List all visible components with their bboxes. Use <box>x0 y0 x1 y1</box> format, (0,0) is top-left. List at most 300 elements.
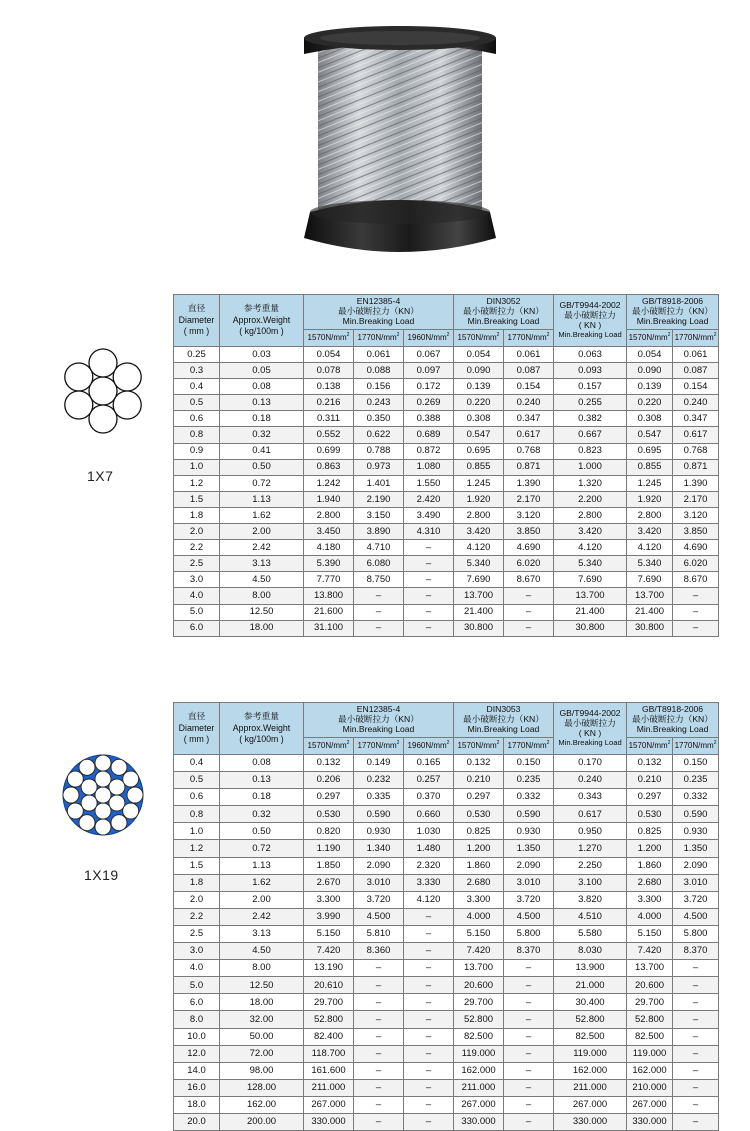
cell-en-1960: 0.269 <box>404 395 454 411</box>
cell-gbt8918-1570: 162.000 <box>627 1062 673 1079</box>
cell-din-1770: 1.350 <box>504 840 554 857</box>
grade-1770-header: $1770N/mm^2$ <box>673 738 719 755</box>
cell-en-1960: – <box>404 540 454 556</box>
cell-gbt9944: 82.500 <box>554 1028 627 1045</box>
cell-en-1770: – <box>354 1062 404 1079</box>
cell-gbt8918-1770: – <box>673 1045 719 1062</box>
cell-en-1570: 267.000 <box>304 1096 354 1113</box>
cell-din-1570: 7.420 <box>454 943 504 960</box>
cell-gbt9944: 267.000 <box>554 1096 627 1113</box>
cell-gbt8918-1570: 0.054 <box>627 347 673 363</box>
cell-gbt8918-1770: – <box>673 604 719 620</box>
cell-en-1960: – <box>404 1045 454 1062</box>
cell-en-1960: – <box>404 1113 454 1130</box>
cell-gbt8918-1770: – <box>673 1113 719 1130</box>
strand-1x19-diagram-icon <box>58 750 148 840</box>
cell-en-1570: 82.400 <box>304 1028 354 1045</box>
cell-en-1570: 0.699 <box>304 443 354 459</box>
cell-gbt9944: 4.120 <box>554 540 627 556</box>
cell-diameter: 2.0 <box>174 524 220 540</box>
table-row <box>174 840 719 857</box>
cell-en-1960: 2.320 <box>404 857 454 874</box>
table-row <box>174 755 719 772</box>
cell-gbt8918-1570: 5.150 <box>627 925 673 942</box>
cell-en-1570: 13.800 <box>304 588 354 604</box>
cell-en-1770: – <box>354 1096 404 1113</box>
cell-gbt9944: 0.240 <box>554 772 627 789</box>
table-row <box>174 475 719 491</box>
cell-en-1770: – <box>354 994 404 1011</box>
cell-gbt9944: 0.157 <box>554 379 627 395</box>
cell-en-1770: 4.710 <box>354 540 404 556</box>
cell-en-1960: 0.172 <box>404 379 454 395</box>
cell-diameter: 0.4 <box>174 379 220 395</box>
cell-din-1570: 82.500 <box>454 1028 504 1045</box>
cell-en-1770: 4.500 <box>354 908 404 925</box>
cell-diameter: 0.4 <box>174 755 220 772</box>
cell-en-1960: – <box>404 994 454 1011</box>
cell-gbt9944: 0.950 <box>554 823 627 840</box>
cell-weight: 98.00 <box>220 1062 304 1079</box>
cell-diameter: 2.5 <box>174 925 220 942</box>
cell-en-1570: 0.297 <box>304 789 354 806</box>
cell-weight: 8.00 <box>220 960 304 977</box>
cell-gbt8918-1570: 52.800 <box>627 1011 673 1028</box>
table-row <box>174 363 719 379</box>
gbt8918-header: GB/T8918-2006 最小破断拉力（KN） Min.Breaking Load <box>627 703 719 738</box>
cell-gbt8918-1770: 3.720 <box>673 891 719 908</box>
cell-din-1770: 0.347 <box>504 411 554 427</box>
cell-diameter: 0.6 <box>174 411 220 427</box>
cell-din-1570: 0.547 <box>454 427 504 443</box>
cell-gbt9944: 1.320 <box>554 475 627 491</box>
cell-en-1570: 0.054 <box>304 347 354 363</box>
table-row <box>174 427 719 443</box>
cell-din-1770: 0.235 <box>504 772 554 789</box>
cell-din-1770: – <box>504 977 554 994</box>
cell-en-1570: 3.300 <box>304 891 354 908</box>
weight-header: 参考重量 Approx.Weight ( kg/100m ) <box>220 703 304 755</box>
cell-en-1770: 0.061 <box>354 347 404 363</box>
table-row <box>174 411 719 427</box>
cell-diameter: 5.0 <box>174 977 220 994</box>
cell-din-1570: 1.245 <box>454 475 504 491</box>
cell-gbt8918-1570: 13.700 <box>627 960 673 977</box>
cell-en-1570: 0.216 <box>304 395 354 411</box>
cell-din-1570: 29.700 <box>454 994 504 1011</box>
table-row <box>174 1062 719 1079</box>
cell-gbt8918-1570: 30.800 <box>627 620 673 636</box>
cell-gbt8918-1770: – <box>673 1062 719 1079</box>
cell-weight: 0.08 <box>220 755 304 772</box>
cell-en-1960: – <box>404 1011 454 1028</box>
cell-gbt9944: 0.617 <box>554 806 627 823</box>
cell-weight: 4.50 <box>220 943 304 960</box>
cell-din-1770: 5.800 <box>504 925 554 942</box>
cell-din-1570: 2.680 <box>454 874 504 891</box>
cell-gbt8918-1570: 1.860 <box>627 857 673 874</box>
cell-gbt8918-1770: – <box>673 1096 719 1113</box>
cell-gbt9944: 0.255 <box>554 395 627 411</box>
cell-diameter: 2.2 <box>174 908 220 925</box>
cell-gbt8918-1570: 3.420 <box>627 524 673 540</box>
cell-din-1770: 3.850 <box>504 524 554 540</box>
cell-en-1960: 2.420 <box>404 491 454 507</box>
gbt9944-header: GB/T9944-2002 最小破断拉力 ( KN ) Min.Breaking Load <box>554 703 627 755</box>
cell-diameter: 18.0 <box>174 1096 220 1113</box>
cell-gbt9944: 0.170 <box>554 755 627 772</box>
cell-gbt8918-1570: 0.297 <box>627 789 673 806</box>
cell-gbt8918-1570: 2.800 <box>627 507 673 523</box>
grade-1960-header: $1960N/mm^2$ <box>404 330 454 347</box>
cell-diameter: 6.0 <box>174 620 220 636</box>
cell-diameter: 0.25 <box>174 347 220 363</box>
cell-en-1960: – <box>404 620 454 636</box>
cell-weight: 1.62 <box>220 507 304 523</box>
cell-gbt8918-1570: 119.000 <box>627 1045 673 1062</box>
cell-en-1570: 330.000 <box>304 1113 354 1130</box>
cell-gbt8918-1570: 0.695 <box>627 443 673 459</box>
cell-gbt8918-1770: 1.350 <box>673 840 719 857</box>
cell-en-1770: 1.401 <box>354 475 404 491</box>
cell-diameter: 0.9 <box>174 443 220 459</box>
cell-en-1570: 7.420 <box>304 943 354 960</box>
cell-gbt8918-1770: 2.090 <box>673 857 719 874</box>
table-row <box>174 491 719 507</box>
cell-gbt8918-1570: 5.340 <box>627 556 673 572</box>
diameter-header: 直径 Diameter ( mm ) <box>174 703 220 755</box>
cell-en-1960: 0.097 <box>404 363 454 379</box>
table-row <box>174 524 719 540</box>
cell-en-1960: 0.689 <box>404 427 454 443</box>
cell-gbt9944: 2.800 <box>554 507 627 523</box>
cell-gbt8918-1570: 0.220 <box>627 395 673 411</box>
cell-diameter: 4.0 <box>174 960 220 977</box>
cell-diameter: 1.8 <box>174 507 220 523</box>
cell-din-1570: 7.690 <box>454 572 504 588</box>
cell-gbt8918-1770: – <box>673 994 719 1011</box>
cell-din-1570: 2.800 <box>454 507 504 523</box>
cell-diameter: 3.0 <box>174 572 220 588</box>
cell-en-1960: 0.067 <box>404 347 454 363</box>
cell-gbt8918-1570: 7.420 <box>627 943 673 960</box>
cell-gbt8918-1770: 3.850 <box>673 524 719 540</box>
cell-en-1960: – <box>404 925 454 942</box>
cell-diameter: 16.0 <box>174 1079 220 1096</box>
table-row <box>174 908 719 925</box>
cell-gbt8918-1770: 0.332 <box>673 789 719 806</box>
cell-gbt9944: 119.000 <box>554 1045 627 1062</box>
cell-en-1570: 1.940 <box>304 491 354 507</box>
cell-en-1570: 31.100 <box>304 620 354 636</box>
table-row <box>174 540 719 556</box>
cell-gbt8918-1570: 2.680 <box>627 874 673 891</box>
cell-en-1960: 0.165 <box>404 755 454 772</box>
table-row <box>174 507 719 523</box>
cell-diameter: 1.2 <box>174 475 220 491</box>
cell-weight: 4.50 <box>220 572 304 588</box>
cell-gbt8918-1570: 4.000 <box>627 908 673 925</box>
cell-diameter: 2.5 <box>174 556 220 572</box>
cell-en-1570: 2.800 <box>304 507 354 523</box>
cell-din-1770: – <box>504 620 554 636</box>
cell-weight: 1.13 <box>220 857 304 874</box>
cell-din-1570: 30.800 <box>454 620 504 636</box>
cell-weight: 3.13 <box>220 925 304 942</box>
cell-din-1570: 5.340 <box>454 556 504 572</box>
cell-diameter: 6.0 <box>174 994 220 1011</box>
table-row <box>174 604 719 620</box>
cell-din-1570: 0.139 <box>454 379 504 395</box>
cell-gbt8918-1770: – <box>673 960 719 977</box>
cell-gbt8918-1770: 8.370 <box>673 943 719 960</box>
cell-en-1770: – <box>354 1028 404 1045</box>
cell-diameter: 12.0 <box>174 1045 220 1062</box>
cell-gbt8918-1570: 0.308 <box>627 411 673 427</box>
cell-din-1770: 0.332 <box>504 789 554 806</box>
cell-en-1960: – <box>404 1079 454 1096</box>
cell-gbt8918-1770: 5.800 <box>673 925 719 942</box>
cell-din-1770: 2.090 <box>504 857 554 874</box>
cell-en-1770: 1.340 <box>354 840 404 857</box>
cell-en-1770: 8.750 <box>354 572 404 588</box>
cell-din-1770: 8.670 <box>504 572 554 588</box>
cell-en-1570: 5.390 <box>304 556 354 572</box>
cell-gbt9944: 21.400 <box>554 604 627 620</box>
cell-gbt8918-1770: 2.170 <box>673 491 719 507</box>
cell-en-1770: 5.810 <box>354 925 404 942</box>
cell-gbt8918-1570: 1.245 <box>627 475 673 491</box>
table-row <box>174 806 719 823</box>
cell-din-1570: 4.120 <box>454 540 504 556</box>
cell-gbt8918-1570: 0.090 <box>627 363 673 379</box>
table-row <box>174 379 719 395</box>
table-row <box>174 891 719 908</box>
cell-gbt9944: 162.000 <box>554 1062 627 1079</box>
cell-din-1570: 1.920 <box>454 491 504 507</box>
cell-weight: 2.42 <box>220 540 304 556</box>
cell-gbt8918-1570: 0.530 <box>627 806 673 823</box>
cell-en-1770: – <box>354 1011 404 1028</box>
cell-en-1770: 2.090 <box>354 857 404 874</box>
table-row <box>174 772 719 789</box>
spec-table-1x19 <box>173 702 719 1131</box>
cell-en-1570: 0.138 <box>304 379 354 395</box>
cell-weight: 162.00 <box>220 1096 304 1113</box>
cell-en-1770: – <box>354 1113 404 1130</box>
cell-en-1770: 0.788 <box>354 443 404 459</box>
cell-gbt8918-1570: 1.200 <box>627 840 673 857</box>
cell-gbt8918-1770: 3.010 <box>673 874 719 891</box>
cell-en-1770: – <box>354 588 404 604</box>
cell-en-1960: – <box>404 960 454 977</box>
cell-en-1960: 1.480 <box>404 840 454 857</box>
cell-din-1570: 0.695 <box>454 443 504 459</box>
cell-weight: 0.13 <box>220 772 304 789</box>
cell-en-1770: – <box>354 1079 404 1096</box>
cell-en-1770: 3.010 <box>354 874 404 891</box>
cell-din-1570: 119.000 <box>454 1045 504 1062</box>
cell-din-1570: 52.800 <box>454 1011 504 1028</box>
cell-diameter: 5.0 <box>174 604 220 620</box>
table-row <box>174 443 719 459</box>
cell-weight: 0.13 <box>220 395 304 411</box>
cell-en-1960: – <box>404 977 454 994</box>
cell-diameter: 1.5 <box>174 857 220 874</box>
cell-gbt9944: 3.100 <box>554 874 627 891</box>
table-row <box>174 925 719 942</box>
cell-din-1570: 330.000 <box>454 1113 504 1130</box>
cell-din-1770: 3.120 <box>504 507 554 523</box>
cell-din-1570: 21.400 <box>454 604 504 620</box>
cell-en-1570: 0.552 <box>304 427 354 443</box>
table-row <box>174 994 719 1011</box>
cell-gbt9944: 0.063 <box>554 347 627 363</box>
cell-diameter: 3.0 <box>174 943 220 960</box>
spec-table-1x7 <box>173 294 719 637</box>
cell-gbt8918-1570: 29.700 <box>627 994 673 1011</box>
cell-gbt9944: 1.270 <box>554 840 627 857</box>
cell-din-1570: 0.825 <box>454 823 504 840</box>
grade-1770-header: $1770N/mm^2$ <box>673 330 719 347</box>
cell-gbt8918-1770: 0.150 <box>673 755 719 772</box>
cell-en-1960: – <box>404 1096 454 1113</box>
cell-din-1770: 0.154 <box>504 379 554 395</box>
cell-weight: 72.00 <box>220 1045 304 1062</box>
cell-en-1570: 211.000 <box>304 1079 354 1096</box>
cell-diameter: 1.2 <box>174 840 220 857</box>
cell-weight: 1.13 <box>220 491 304 507</box>
cell-en-1960: 4.310 <box>404 524 454 540</box>
cell-en-1770: – <box>354 604 404 620</box>
cell-din-1570: 0.855 <box>454 459 504 475</box>
cell-gbt8918-1570: 1.920 <box>627 491 673 507</box>
table-row <box>174 556 719 572</box>
table-row <box>174 572 719 588</box>
cell-din-1770: 0.590 <box>504 806 554 823</box>
cell-diameter: 0.5 <box>174 395 220 411</box>
cell-gbt8918-1770: 3.120 <box>673 507 719 523</box>
cell-en-1770: 0.149 <box>354 755 404 772</box>
cell-en-1770: 0.243 <box>354 395 404 411</box>
table-row <box>174 823 719 840</box>
table-row <box>174 789 719 806</box>
table-row <box>174 395 719 411</box>
cell-en-1570: 4.180 <box>304 540 354 556</box>
cell-gbt8918-1570: 330.000 <box>627 1113 673 1130</box>
cell-weight: 0.50 <box>220 823 304 840</box>
gbt8918-header: GB/T8918-2006 最小破断拉力（KN） Min.Breaking Load <box>627 295 719 330</box>
cell-weight: 18.00 <box>220 620 304 636</box>
cell-gbt8918-1570: 7.690 <box>627 572 673 588</box>
cell-weight: 0.72 <box>220 475 304 491</box>
cell-din-1570: 0.308 <box>454 411 504 427</box>
cell-diameter: 0.8 <box>174 427 220 443</box>
cell-en-1570: 118.700 <box>304 1045 354 1062</box>
cell-gbt9944: 211.000 <box>554 1079 627 1096</box>
cell-en-1960: – <box>404 556 454 572</box>
cell-gbt8918-1770: 0.617 <box>673 427 719 443</box>
cell-en-1960: – <box>404 572 454 588</box>
cell-gbt9944: 0.823 <box>554 443 627 459</box>
cell-gbt8918-1770: 8.670 <box>673 572 719 588</box>
cell-gbt9944: 5.340 <box>554 556 627 572</box>
cell-gbt9944: 3.820 <box>554 891 627 908</box>
cell-en-1570: 21.600 <box>304 604 354 620</box>
table-row <box>174 943 719 960</box>
cell-en-1570: 3.450 <box>304 524 354 540</box>
cell-gbt9944: 0.343 <box>554 789 627 806</box>
cell-gbt8918-1770: – <box>673 1011 719 1028</box>
cell-weight: 0.41 <box>220 443 304 459</box>
cell-gbt8918-1570: 267.000 <box>627 1096 673 1113</box>
cell-en-1770: 3.720 <box>354 891 404 908</box>
cell-gbt8918-1770: 0.930 <box>673 823 719 840</box>
cell-gbt8918-1770: 0.590 <box>673 806 719 823</box>
table-row <box>174 1113 719 1130</box>
cell-gbt8918-1770: 0.087 <box>673 363 719 379</box>
cell-gbt9944: 13.700 <box>554 588 627 604</box>
cell-en-1770: 0.335 <box>354 789 404 806</box>
cell-weight: 0.08 <box>220 379 304 395</box>
cell-weight: 8.00 <box>220 588 304 604</box>
cell-en-1570: 0.311 <box>304 411 354 427</box>
cell-gbt9944: 8.030 <box>554 943 627 960</box>
grade-1570-header: $1570N/mm^2$ <box>627 330 673 347</box>
cell-gbt9944: 0.667 <box>554 427 627 443</box>
cell-en-1770: – <box>354 977 404 994</box>
cell-din-1770: 3.720 <box>504 891 554 908</box>
cell-gbt9944: 7.690 <box>554 572 627 588</box>
cell-gbt8918-1770: 4.500 <box>673 908 719 925</box>
table-row <box>174 1011 719 1028</box>
cell-diameter: 2.2 <box>174 540 220 556</box>
cell-gbt8918-1770: – <box>673 588 719 604</box>
cell-diameter: 0.6 <box>174 789 220 806</box>
cell-en-1960: – <box>404 604 454 620</box>
cell-en-1770: 0.088 <box>354 363 404 379</box>
cell-weight: 0.18 <box>220 411 304 427</box>
cell-en-1570: 1.242 <box>304 475 354 491</box>
cell-en-1770: – <box>354 1045 404 1062</box>
cell-din-1770: 8.370 <box>504 943 554 960</box>
cell-en-1960: – <box>404 588 454 604</box>
cell-weight: 0.05 <box>220 363 304 379</box>
table-row <box>174 459 719 475</box>
diameter-header: 直径 Diameter ( mm ) <box>174 295 220 347</box>
cell-en-1960: 0.370 <box>404 789 454 806</box>
cell-weight: 0.32 <box>220 427 304 443</box>
cell-weight: 32.00 <box>220 1011 304 1028</box>
en12385-header: EN12385-4 最小破断拉力（KN） Min.Breaking Load <box>304 295 454 330</box>
cell-en-1960: 0.388 <box>404 411 454 427</box>
cell-din-1570: 5.150 <box>454 925 504 942</box>
cell-en-1570: 0.206 <box>304 772 354 789</box>
cell-weight: 12.50 <box>220 604 304 620</box>
cell-din-1770: 0.240 <box>504 395 554 411</box>
cell-gbt9944: 3.420 <box>554 524 627 540</box>
cell-en-1570: 13.190 <box>304 960 354 977</box>
cell-din-1570: 267.000 <box>454 1096 504 1113</box>
cell-din-1570: 1.860 <box>454 857 504 874</box>
table-row <box>174 588 719 604</box>
cell-din-1770: 0.617 <box>504 427 554 443</box>
cell-gbt9944: 2.250 <box>554 857 627 874</box>
cell-din-1570: 162.000 <box>454 1062 504 1079</box>
table-row <box>174 347 719 363</box>
grade-1570-header: $1570N/mm^2$ <box>304 738 354 755</box>
cell-din-1770: – <box>504 1096 554 1113</box>
